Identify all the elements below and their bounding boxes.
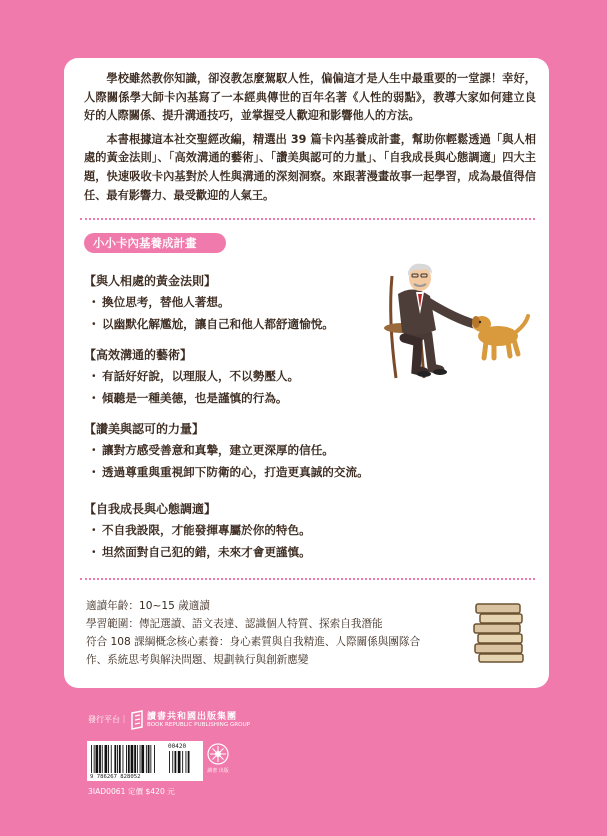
barcode-bar bbox=[111, 745, 112, 773]
intro-paragraph-2: 本書根據這本社交聖經改編，精選出 39 篇卡內基養成計畫，幫助你輕鬆透過「與人相處的黃金法則」、「高效溝通的藝術」、「讚美與認可的力量」、「自我成長與心態調適」四大主題，快速吸收卡內基對於人性與溝通的深刻洞察。來跟著漫畫故事一起學習，成為最值得信任、最有影響力、最受歡迎的人氣王。 bbox=[84, 132, 536, 202]
plan-tag: 小小卡內基養成計畫 bbox=[84, 233, 226, 253]
barcode-bar bbox=[146, 745, 147, 773]
barcode-bar bbox=[105, 745, 108, 773]
product-code-price: 3IAD0061 定價 $420 元 bbox=[88, 787, 175, 796]
barcode-addon-bar bbox=[175, 751, 177, 773]
publisher-seal-icon bbox=[206, 742, 230, 766]
barcode-bar bbox=[108, 745, 109, 773]
barcode-addon-bar bbox=[169, 751, 170, 773]
barcode-bar bbox=[140, 745, 141, 773]
bullet-1-1: ・ 換位思考，替他人著想。 bbox=[88, 295, 230, 309]
barcode-bar bbox=[96, 745, 99, 773]
learning-scope: 學習範圍：傳記選讀、語文表達、認識個人特質、探索自我潛能 bbox=[86, 618, 383, 630]
barcode-bar bbox=[141, 745, 144, 773]
barcode-bar bbox=[131, 745, 134, 773]
barcode-addon-bar bbox=[178, 751, 181, 773]
bullet-1-2: ・ 以幽默化解尷尬，讓自己和他人都舒適愉悅。 bbox=[88, 317, 334, 331]
dotted-divider-top bbox=[80, 218, 535, 220]
barcode-bar bbox=[119, 745, 121, 773]
barcode-bar bbox=[91, 745, 92, 773]
barcode-bar bbox=[123, 745, 124, 773]
barcode-bar bbox=[126, 745, 127, 773]
books-stack-icon bbox=[472, 602, 528, 664]
section-title-4: 【自我成長與心態調適】 bbox=[84, 502, 217, 516]
barcode-bar bbox=[102, 745, 103, 773]
bullet-3-2: ・ 透過尊重與重視卸下防衛的心，打造更真誠的交流。 bbox=[88, 465, 369, 479]
barcode-bar bbox=[128, 745, 130, 773]
barcode-addon-bar bbox=[172, 751, 173, 773]
bullet-2-2: ・ 傾聽是一種美德，也是謹慎的行為。 bbox=[88, 391, 288, 405]
barcode-bar bbox=[150, 745, 151, 773]
carnegie-dog-illustration bbox=[358, 258, 530, 386]
bullet-4-1: ・ 不自我設限，才能發揮專屬於你的特色。 bbox=[88, 523, 311, 537]
intro-text bbox=[84, 70, 536, 210]
bullet-2-1: ・ 有話好好說，以理服人，不以勢壓人。 bbox=[88, 369, 300, 383]
barcode-bar bbox=[99, 745, 101, 773]
bullet-3-1: ・ 讓對方感受善意和真摯，建立更深厚的信任。 bbox=[88, 443, 334, 457]
publisher-name-en: BOOK REPUBLIC PUBLISHING GROUP bbox=[147, 722, 251, 728]
publisher-name: 讀書共和國出版集團 bbox=[147, 712, 238, 722]
section-title-3: 【讚美與認可的力量】 bbox=[84, 422, 205, 436]
barcode-bar bbox=[94, 745, 95, 773]
reading-age: 適讀年齡：10~15 歲適讀 bbox=[86, 600, 210, 612]
section-title-2: 【高效溝通的藝術】 bbox=[84, 348, 193, 362]
seal-label: 讀書 出版 bbox=[207, 768, 229, 774]
barcode-bar bbox=[148, 745, 150, 773]
publisher-label: 發行平台｜ bbox=[88, 715, 128, 724]
barcode-price-code: 00420 bbox=[168, 743, 187, 750]
dotted-divider-bottom bbox=[80, 578, 535, 580]
barcode-bar bbox=[154, 745, 155, 773]
intro-paragraph-1: 學校雖然教你知識，卻沒教怎麼駕馭人性，偏偏這才是人生中最重要的一堂課！幸好，人際關係學大師卡內基寫了一本經典傳世的百年名著《人性的弱點》，教導大家如何建立良好的人際關係、提升溝通技巧，並掌握受人歡迎和影響他人的方法。 bbox=[84, 72, 536, 123]
barcode-addon-bar bbox=[182, 751, 183, 773]
barcode-bar bbox=[137, 745, 138, 773]
publisher-logo-icon bbox=[130, 709, 144, 731]
barcode-addon-bar bbox=[188, 751, 190, 773]
curriculum-line-1: 符合 108 課綱概念核心素養：身心素質與自我精進、人際關係與團隊合 bbox=[86, 636, 421, 648]
barcode-bar bbox=[114, 745, 116, 773]
curriculum-line-2: 作、系統思考與解決問題、規劃執行與創新應變 bbox=[86, 654, 309, 666]
barcode-bar bbox=[117, 745, 118, 773]
barcode-bar bbox=[134, 745, 136, 773]
barcode-addon-bar bbox=[186, 751, 187, 773]
bullet-4-2: ・ 坦然面對自己犯的錯，未來才會更謹慎。 bbox=[88, 545, 311, 559]
barcode-isbn: 9 786267 828052 bbox=[90, 774, 141, 780]
section-title-1: 【與人相處的黃金法則】 bbox=[84, 274, 217, 288]
